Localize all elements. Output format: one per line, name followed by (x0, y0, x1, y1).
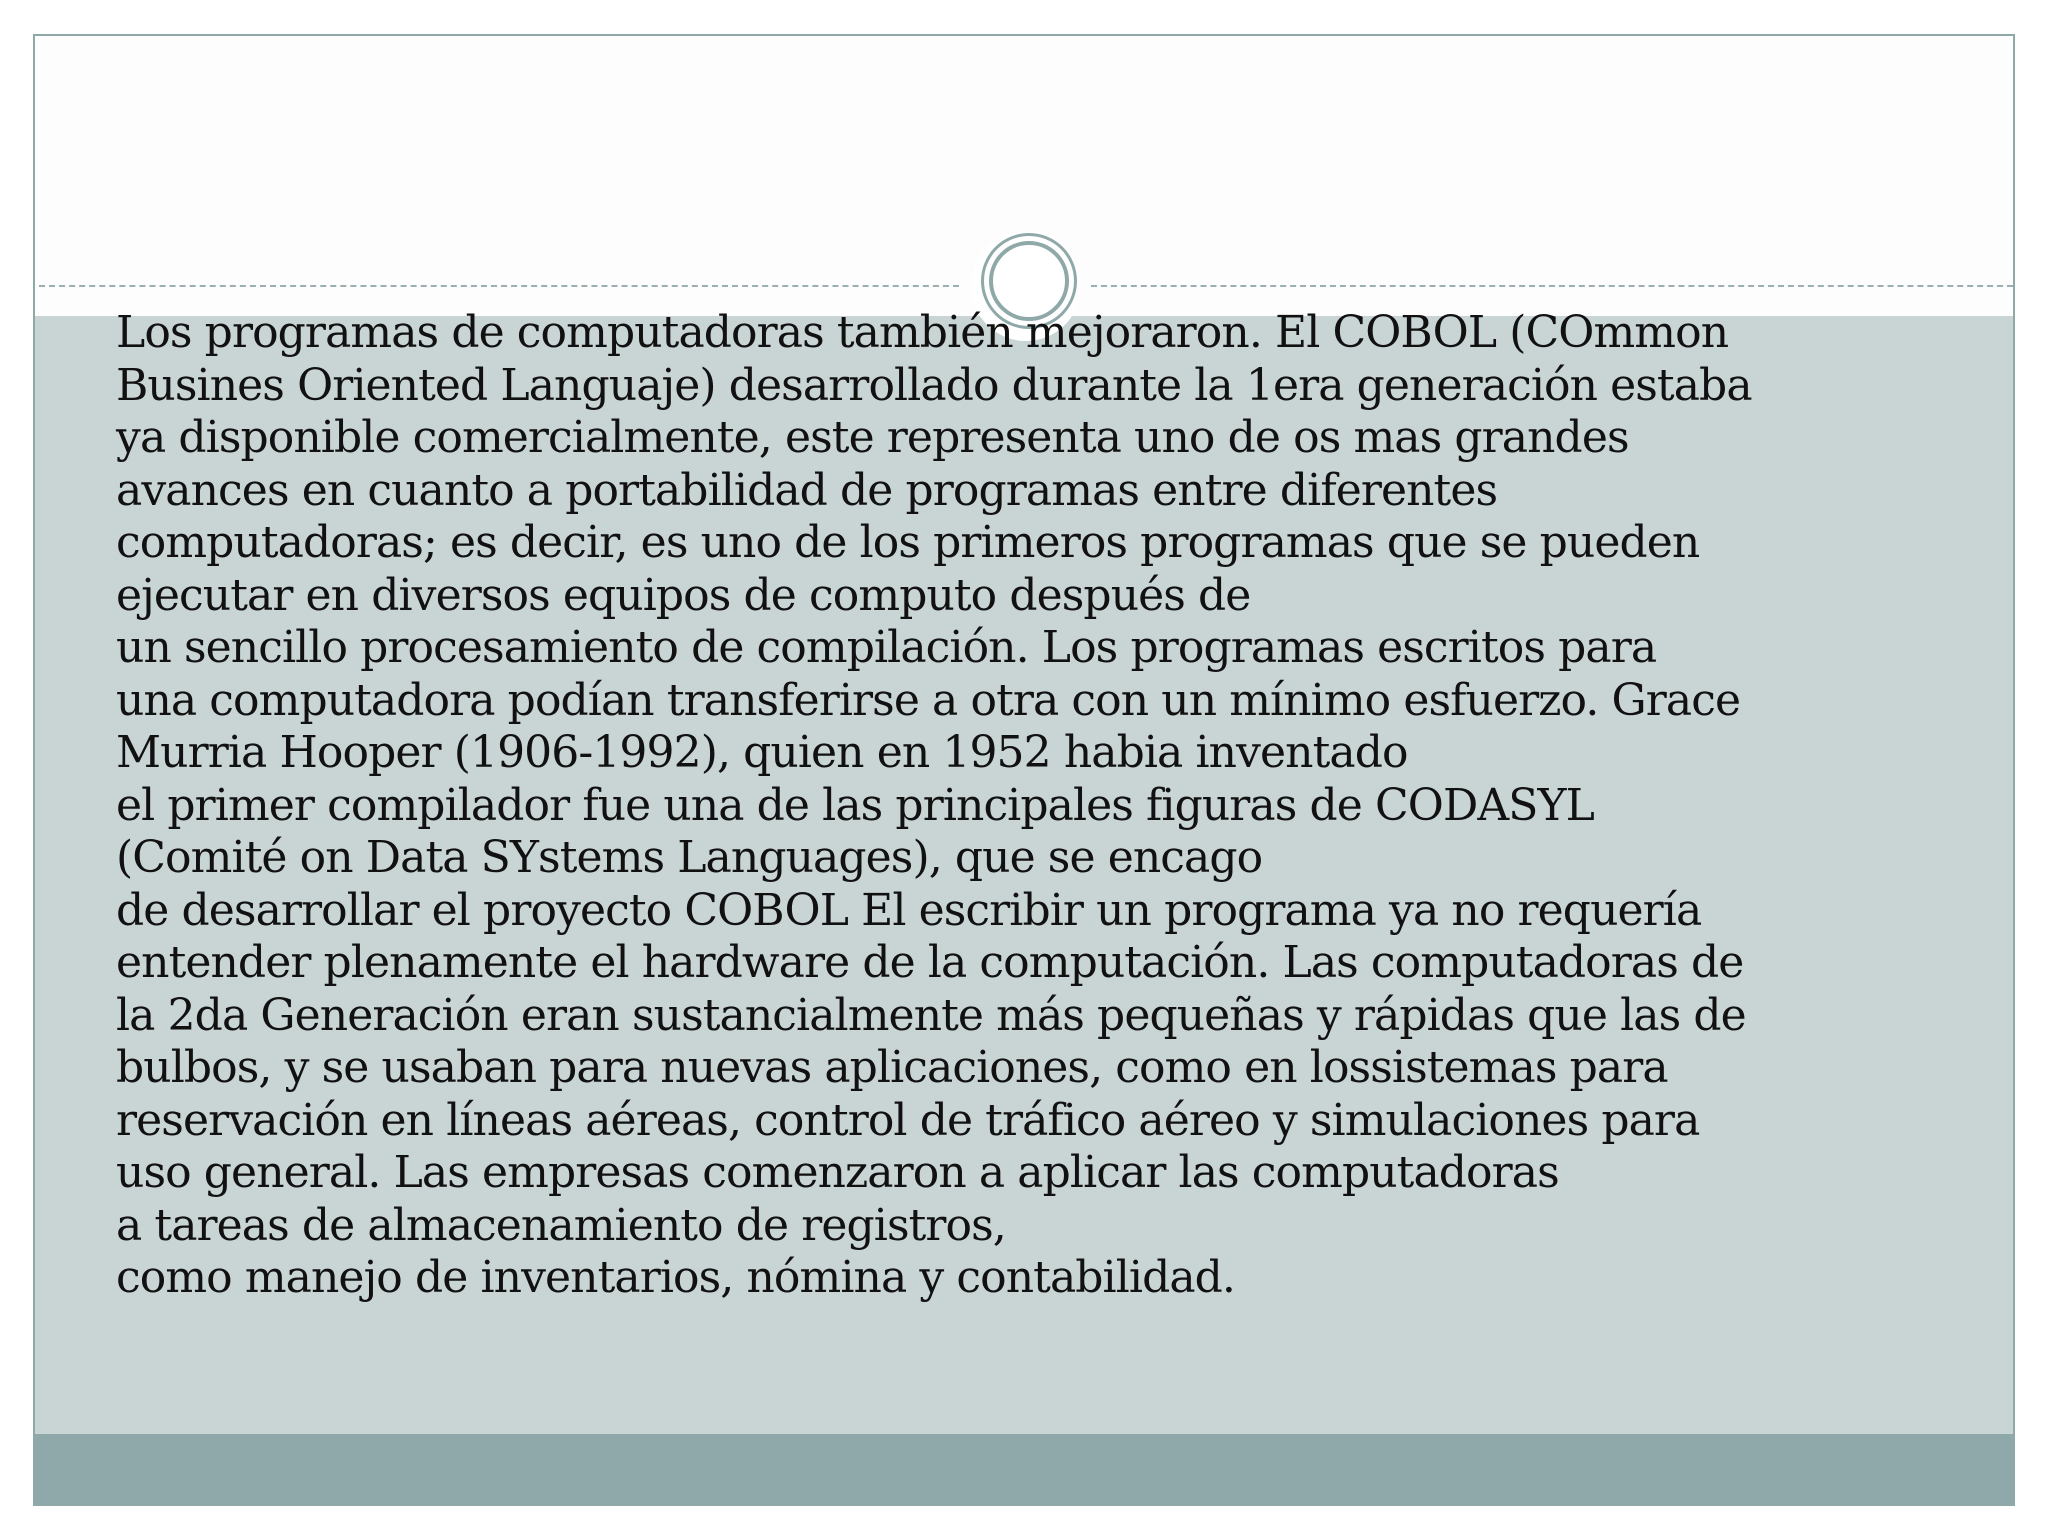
body-line: avances en cuanto a portabilidad de programas entre diferentes (116, 464, 1498, 516)
body-line: bulbos, y se usaban para nuevas aplicaciones, como en lossistemas para (116, 1042, 1668, 1093)
body-line: un sencillo procesamiento de compilación. Los programas escritos para (116, 622, 1657, 673)
body-line: reservación en líneas aéreas, control de tráfico aéreo y simulaciones para (116, 1094, 1700, 1146)
body-line: Los programas de computadoras también mejoraron. El COBOL (COmmon (116, 307, 1729, 358)
body-text (116, 307, 1976, 1305)
body-line: la 2da Generación eran sustancialmente más pequeñas y rápidas que las de (116, 989, 1746, 1041)
footer-band (35, 1434, 2013, 1506)
body-line: Murria Hooper (1906-1992), quien en 1952 habia inventado (116, 727, 1408, 778)
body-line: (Comité on Data SYstems Languages), que se encago (116, 832, 1263, 883)
header-divider-right (1091, 285, 2013, 287)
body-line: una computadora podían transferirse a otra con un mínimo esfuerzo. Grace (116, 674, 1741, 726)
body-line: a tareas de almacenamiento de registros, (116, 1199, 1006, 1251)
body-line: computadoras; es decir, es uno de los primeros programas que se pueden (116, 517, 1700, 568)
header-divider-left (39, 285, 959, 287)
body-line: de desarrollar el proyecto COBOL El escribir un programa ya no requería (116, 884, 1702, 936)
body-line: Busines Oriented Languaje) desarrollado durante la 1era generación estaba (116, 359, 1752, 411)
body-line: entender plenamente el hardware de la computación. Las computadoras de (116, 937, 1744, 988)
body-line: ejecutar en diversos equipos de computo después de (116, 569, 1251, 621)
body-line: como manejo de inventarios, nómina y contabilidad. (116, 1252, 1236, 1303)
body-line: uso general. Las empresas comenzaron a aplicar las computadoras (116, 1147, 1559, 1198)
body-line: el primer compilador fue una de las principales figuras de CODASYL (116, 779, 1594, 831)
body-line: ya disponible comercialmente, este representa uno de os mas grandes (116, 412, 1629, 463)
